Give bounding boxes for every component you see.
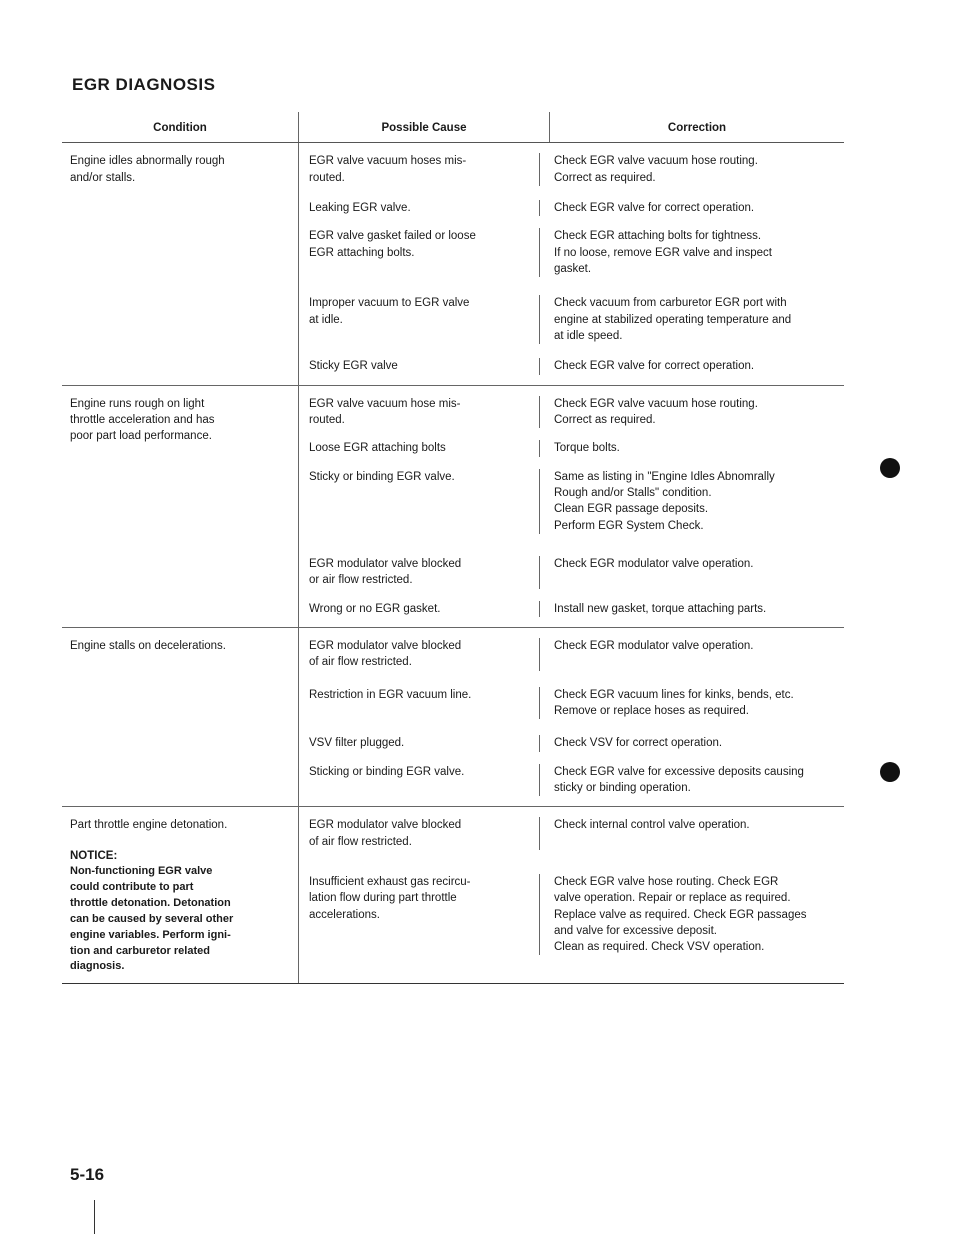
cause-correction-entry <box>299 469 844 534</box>
correction-text: Check EGR attaching bolts for tightness. If no loose, remove EGR valve and inspect gasket. <box>539 228 844 277</box>
condition-cell <box>62 807 299 984</box>
possible-cause-text: Improper vacuum to EGR valve at idle. <box>309 297 470 326</box>
cause-correction-entry <box>299 817 844 850</box>
correction-text: Same as listing in "Engine Idles Abnomrally Rough and/or Stalls" condition. Clean EGR passage deposits. Perform EGR System Check. <box>539 469 844 534</box>
cause-correction-entry <box>299 735 844 751</box>
correction-text: Check EGR modulator valve operation. <box>539 638 844 671</box>
cause-correction-entry <box>299 295 844 344</box>
header-cause: Possible Cause <box>299 112 550 143</box>
cause-correction-entry <box>299 764 844 797</box>
table-row <box>62 807 844 984</box>
correction-text: Check EGR valve hose routing. Check EGR valve operation. Repair or replace as required. Replace valve as required. Check EGR passages and valve for excessive deposit. Clean as required. Check VSV operation. <box>539 874 844 956</box>
possible-cause-text: EGR valve vacuum hoses mis- routed. <box>309 155 467 184</box>
cause-correction-cell <box>299 385 845 627</box>
possible-cause-text: Sticky EGR valve <box>309 360 398 373</box>
table-row <box>62 627 844 806</box>
condition-text: Engine runs rough on light throttle acceleration and has poor part load performance. <box>70 397 215 443</box>
cause-correction-entry <box>299 228 844 277</box>
condition-text: Engine stalls on decelerations. <box>70 639 226 652</box>
possible-cause-text: Sticking or binding EGR valve. <box>309 765 465 778</box>
possible-cause-text: Restriction in EGR vacuum line. <box>309 688 472 701</box>
possible-cause-text: EGR modulator valve blocked or air flow restricted. <box>309 557 462 587</box>
possible-cause-text: EGR valve gasket failed or loose EGR attaching bolts. <box>309 230 476 259</box>
table-body <box>62 143 844 984</box>
cause-correction-entry <box>299 874 844 956</box>
possible-cause-text: VSV filter plugged. <box>309 737 405 750</box>
binding-hole-mark <box>880 762 900 782</box>
page-title: EGR DIAGNOSIS <box>72 75 216 94</box>
condition-cell <box>62 385 299 627</box>
correction-text: Check EGR modulator valve operation. <box>539 556 844 589</box>
scan-edge-mark <box>94 1200 95 1234</box>
diagnosis-table <box>62 112 844 984</box>
possible-cause-text: Sticky or binding EGR valve. <box>309 470 455 483</box>
cause-correction-entry <box>299 601 844 617</box>
possible-cause-text: EGR modulator valve blocked of air flow restricted. <box>309 819 462 848</box>
cause-correction-cell <box>299 807 845 984</box>
correction-text: Check vacuum from carburetor EGR port with engine at stabilized operating temperature and at idle speed. <box>539 295 844 344</box>
notice-text: Non-functioning EGR valve could contribute to part throttle detonation. Detonation can be caused by several other engine variables. Perform igni- tion and carburetor related diagnosis. <box>70 864 234 973</box>
possible-cause-text: EGR valve vacuum hose mis- routed. <box>309 397 461 426</box>
possible-cause-text: Loose EGR attaching bolts <box>309 442 446 455</box>
correction-text: Torque bolts. <box>539 440 844 456</box>
correction-text: Check internal control valve operation. <box>539 817 844 850</box>
binding-hole-mark <box>880 458 900 478</box>
possible-cause-text: Leaking EGR valve. <box>309 201 411 214</box>
header-condition: Condition <box>62 112 299 143</box>
cause-correction-entry <box>299 687 844 720</box>
cause-correction-entry <box>299 358 844 374</box>
correction-text: Install new gasket, torque attaching parts. <box>539 601 844 617</box>
cause-correction-entry <box>299 200 844 216</box>
cause-correction-entry <box>299 396 844 429</box>
condition-text: Part throttle engine detonation. <box>70 819 228 832</box>
table-header-row <box>62 112 844 143</box>
possible-cause-text: Insufficient exhaust gas recircu- lation flow during part throttle accelerations. <box>309 875 471 921</box>
correction-text: Check EGR vacuum lines for kinks, bends, etc. Remove or replace hoses as required. <box>539 687 844 720</box>
cause-correction-entry <box>299 440 844 456</box>
correction-text: Check VSV for correct operation. <box>539 735 844 751</box>
cause-correction-entry <box>299 153 844 186</box>
table-row <box>62 143 844 385</box>
cause-correction-cell <box>299 143 845 385</box>
condition-cell <box>62 143 299 385</box>
condition-text: Engine idles abnormally rough and/or stalls. <box>70 155 225 184</box>
correction-text: Check EGR valve vacuum hose routing. Correct as required. <box>539 153 844 186</box>
correction-text: Check EGR valve vacuum hose routing. Correct as required. <box>539 396 844 429</box>
cause-correction-entry <box>299 638 844 671</box>
table-row <box>62 385 844 627</box>
page-number: 5-16 <box>70 1165 105 1184</box>
possible-cause-text: Wrong or no EGR gasket. <box>309 602 441 615</box>
header-correction: Correction <box>550 112 845 143</box>
cause-correction-entry <box>299 556 844 589</box>
condition-cell <box>62 627 299 806</box>
notice-heading: NOTICE: <box>70 849 118 862</box>
correction-text: Check EGR valve for excessive deposits causing sticky or binding operation. <box>539 764 844 797</box>
correction-text: Check EGR valve for correct operation. <box>539 358 844 374</box>
cause-correction-cell <box>299 627 845 806</box>
correction-text: Check EGR valve for correct operation. <box>539 200 844 216</box>
possible-cause-text: EGR modulator valve blocked of air flow restricted. <box>309 639 462 669</box>
